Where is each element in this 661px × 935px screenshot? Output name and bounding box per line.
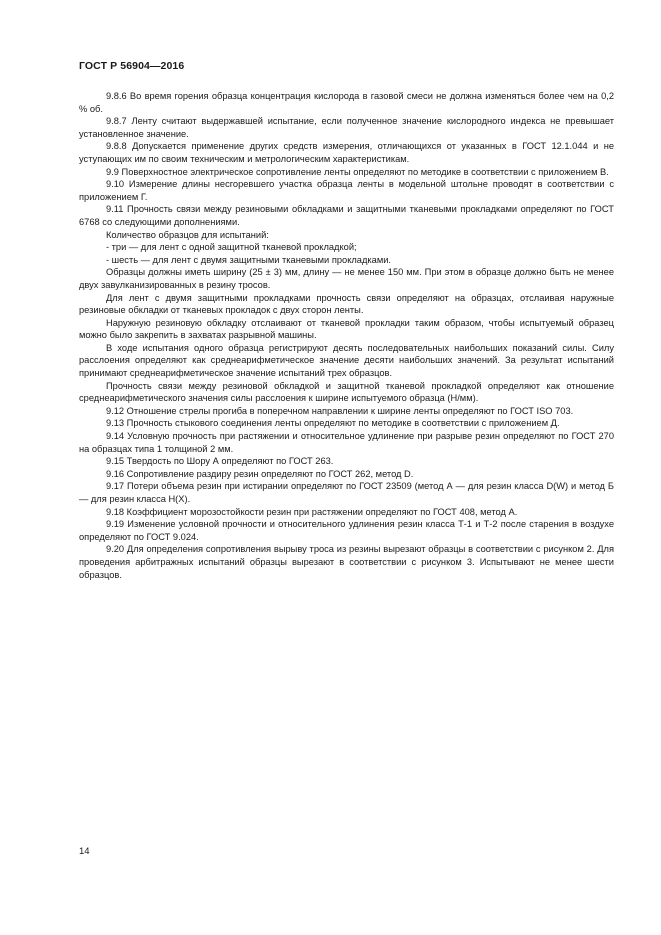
paragraph-9-16: 9.16 Сопротивление раздиру резин определяют по ГОСТ 262, метод D.: [106, 468, 414, 479]
paragraph-9-19: 9.19 Изменение условной прочности и относительного удлинения резин класса Т-1 и Т-2 после старения в воздухе определяют по ГОСТ 9.024.: [79, 519, 614, 542]
document-body: [79, 90, 614, 581]
paragraph-9-9: 9.9 Поверхностное электрическое сопротивление ленты определяют по методике в соответствии с приложением В.: [106, 166, 609, 177]
paragraph-9-17: 9.17 Потери объема резин при истирании определяют по ГОСТ 23509 (метод А — для резин класса D(W) и метод Б — для резин класса Н(Х).: [79, 481, 614, 504]
document-header: ГОСТ Р 56904—2016: [79, 60, 185, 72]
paragraph-9-12: 9.12 Отношение стрелы прогиба в поперечном направлении к ширине ленты определяют по ГОСТ ISO 703.: [106, 405, 574, 416]
paragraph-two-layers: Для лент с двумя защитными прокладками прочность связи определяют на образцах, отслаивая наружные резиновые обкладки от тканевых прокладок с двух сторон ленты.: [79, 292, 614, 316]
paragraph-peeling: Наружную резиновую обкладку отслаивают от тканевой прокладки таким образом, чтобы испытуемый образец можно было закрепить в захватах разрывной машины.: [79, 317, 614, 341]
paragraph-bond-strength: Прочность связи между резиновой обкладкой и защитной тканевой прокладкой определяют как отношение среднеарифметического значения силы расслоения к ширине испытуемого образца (Н/мм).: [79, 380, 614, 404]
paragraph-9-11: 9.11 Прочность связи между резиновыми обкладками и защитными тканевыми прокладками определяют по ГОСТ 6768 со следующими дополнениями.: [79, 204, 614, 227]
paragraph-9-14: 9.14 Условную прочность при растяжении и относительное удлинение при разрыве резин определяют по ГОСТ 270 на образцах типа 1 толщиной 2 мм.: [79, 431, 614, 454]
paragraph-9-20: 9.20 Для определения сопротивления вырыву троса из резины вырезают образцы в соответствии с рисунком 2. Для проведения арбитражных испытаний образцы вырезают в соответствии с рисунком 3. Испытывают не менее шести образцов.: [79, 544, 614, 580]
page-number: 14: [79, 846, 90, 857]
list-item-three: - три — для лент с одной защитной тканевой прокладкой;: [106, 242, 357, 253]
paragraph-9-15: 9.15 Твердость по Шору А определяют по ГОСТ 263.: [106, 456, 334, 467]
paragraph-9-18: 9.18 Коэффициент морозостойкости резин при растяжении определяют по ГОСТ 408, метод А.: [106, 506, 518, 517]
paragraph-sample-count: Количество образцов для испытаний:: [106, 229, 269, 240]
paragraph-9-10: 9.10 Измерение длины несгоревшего участка образца ленты в модельной штольне проводят в соответствии с приложением Г.: [79, 179, 614, 202]
paragraph-9-8-7: 9.8.7 Ленту считают выдержавшей испытание, если полученное значение кислородного индекса не превышает установленное значение.: [79, 116, 614, 139]
list-item-six: - шесть — для лент с двумя защитными тканевыми прокладками.: [106, 254, 391, 265]
paragraph-9-8-8: 9.8.8 Допускается применение других средств измерения, отличающихся от указанных в ГОСТ 12.1.044 и не уступающих им по своим техническим и метрологическим характеристикам.: [79, 141, 614, 164]
paragraph-test-procedure: В ходе испытания одного образца регистрируют десять последовательных наибольших показаний силы. Силу расслоения определяют как среднеарифметическое значение десяти наибольших значений. За результат испытаний принимают среднеарифметическое значение испытаний трех образцов.: [79, 342, 614, 379]
paragraph-9-8-6: 9.8.6 Во время горения образца концентрация кислорода в газовой смеси не должна изменяться более чем на 0,2 % об.: [79, 91, 614, 114]
paragraph-9-13: 9.13 Прочность стыкового соединения ленты определяют по методике в соответствии с приложением Д.: [106, 418, 560, 429]
paragraph-sample-size: Образцы должны иметь ширину (25 ± 3) мм, длину — не менее 150 мм. При этом в образце должно быть не менее двух завулканизированных в резину тросов.: [79, 267, 614, 290]
